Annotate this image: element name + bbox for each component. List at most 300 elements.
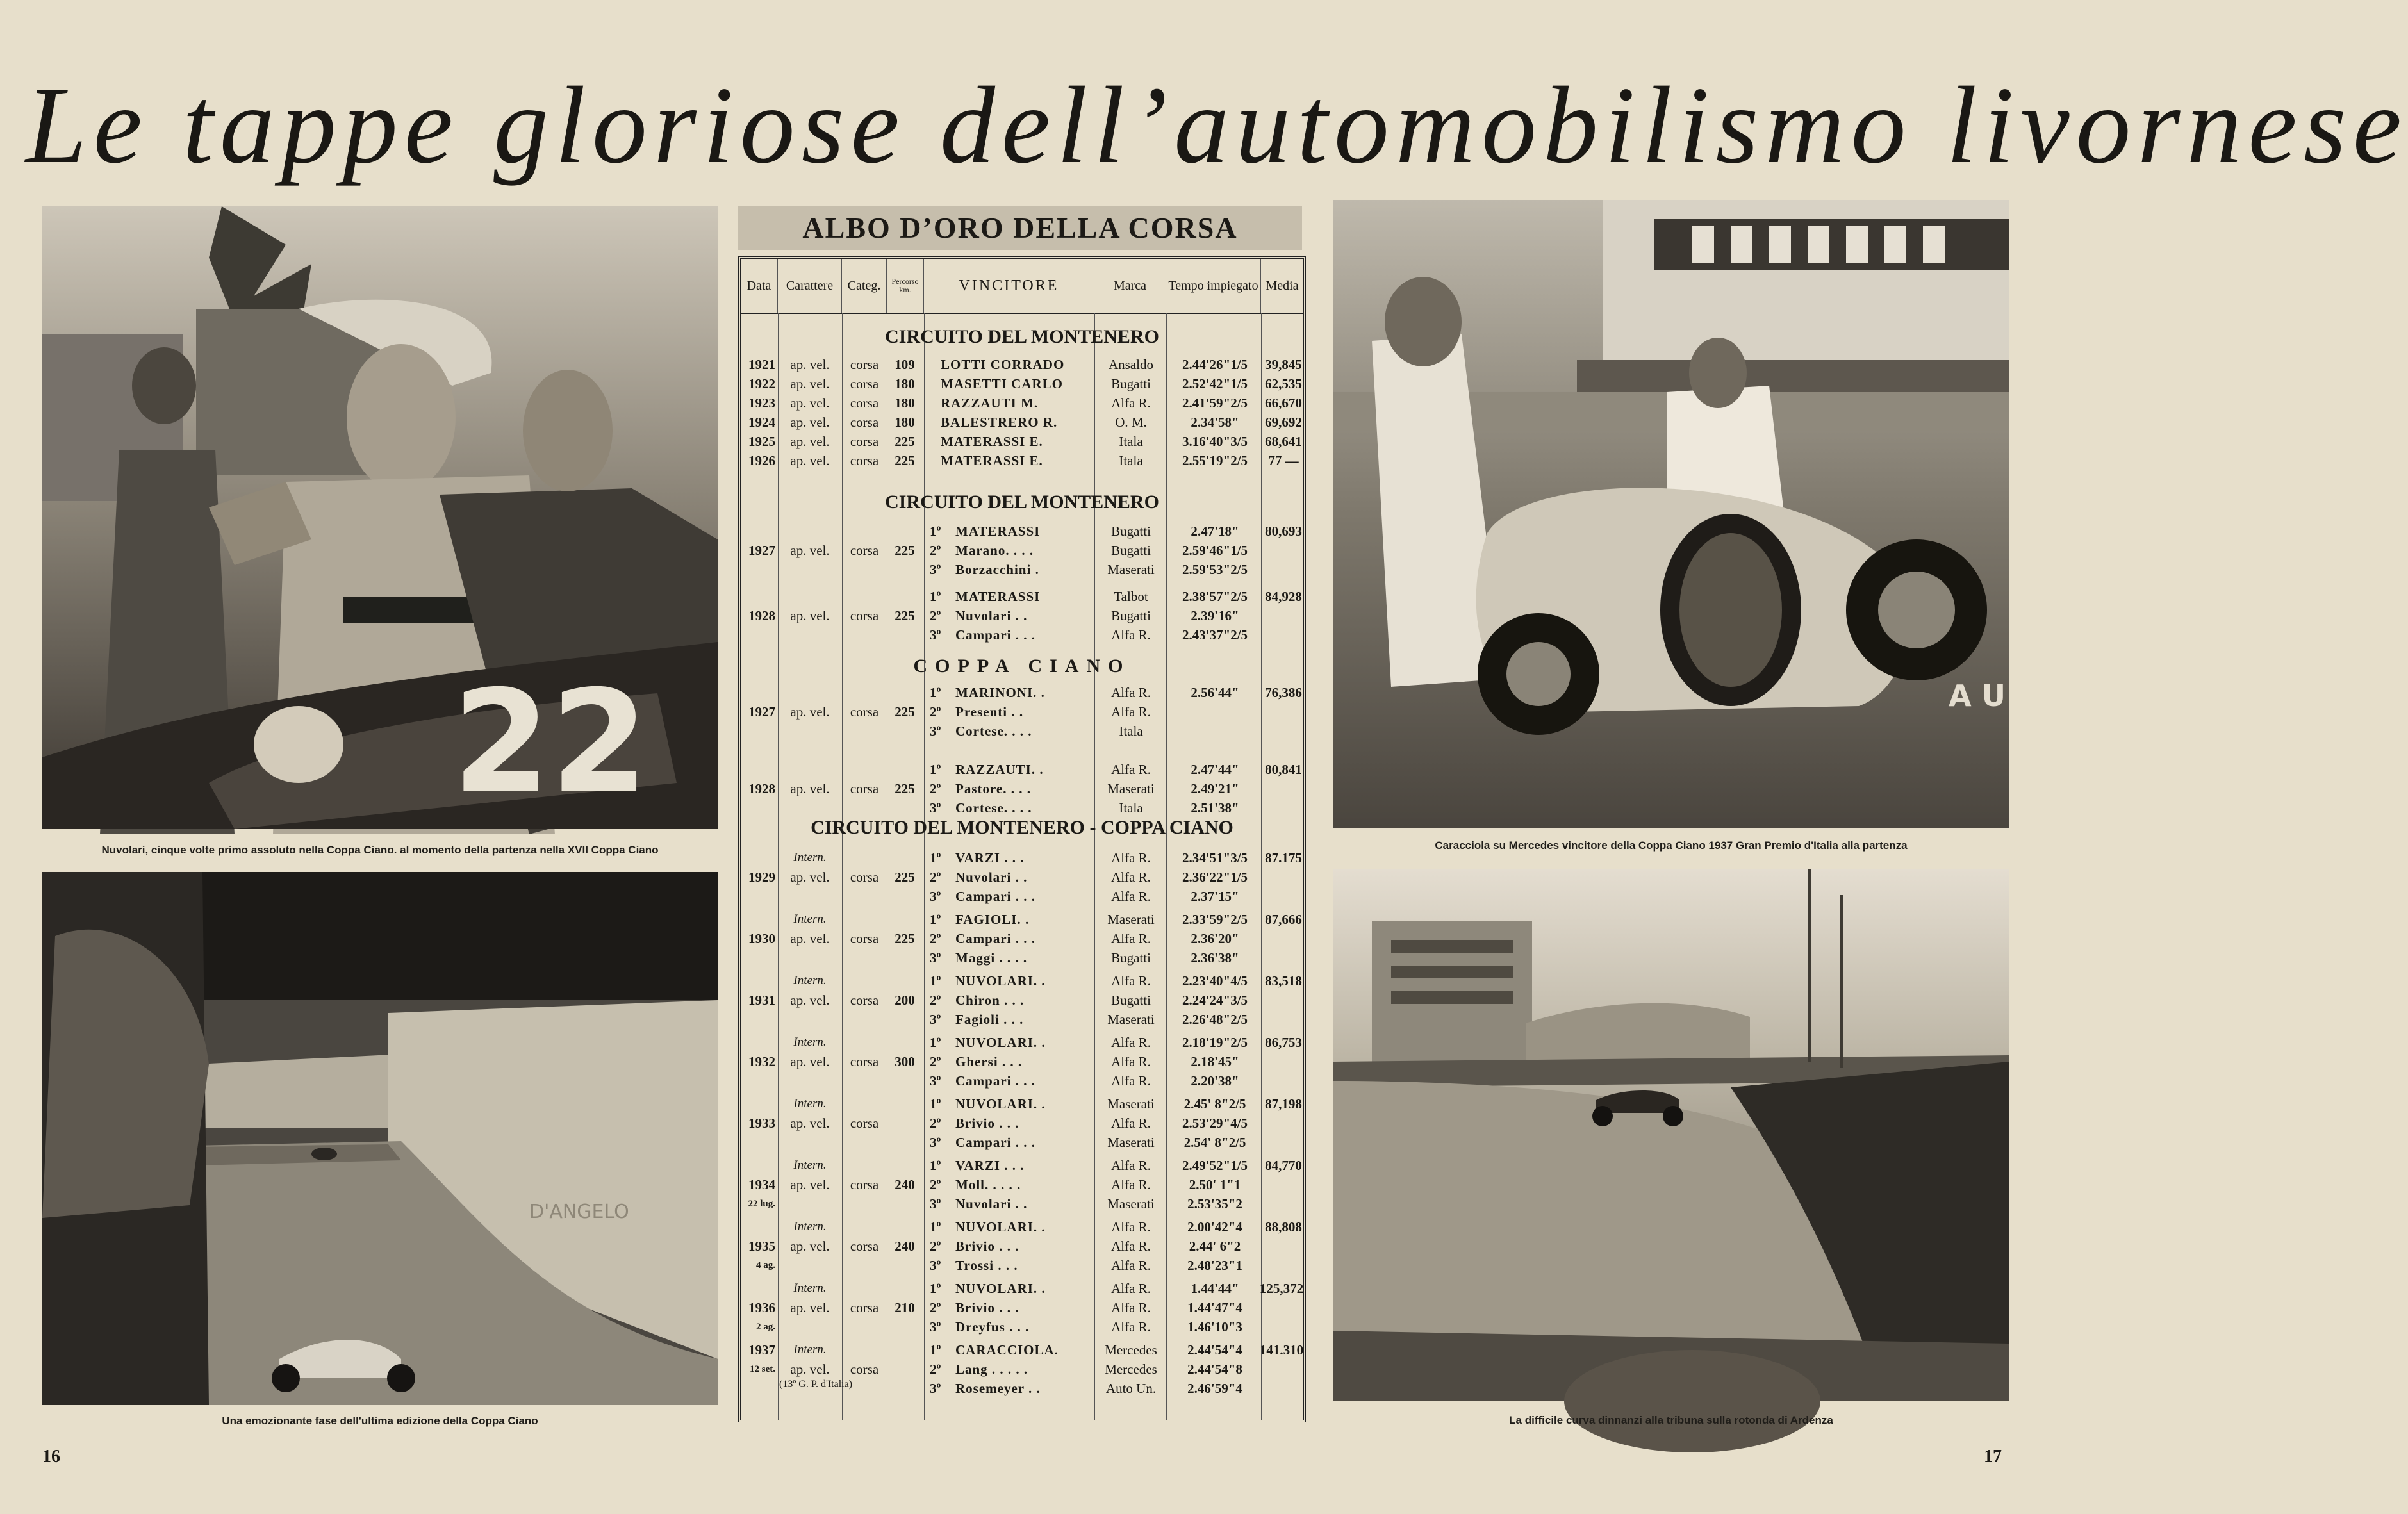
table-row xyxy=(741,1256,1303,1275)
cell-pl: 1º xyxy=(930,1342,941,1358)
table-row xyxy=(741,1279,1303,1298)
cell-year: 1929 xyxy=(748,869,775,885)
cell-pl: 2º xyxy=(930,704,941,720)
cell-time: 2.55'19"2/5 xyxy=(1182,453,1248,468)
cell-time: 2.18'19"2/5 xyxy=(1182,1035,1248,1050)
cell-time: 2.26'48"2/5 xyxy=(1182,1012,1248,1027)
table-row xyxy=(741,848,1303,868)
cell-win: MATERASSI E. xyxy=(941,434,1043,449)
cell-brand: Mercedes xyxy=(1105,1362,1157,1377)
cell-time: 1.44'47"4 xyxy=(1187,1300,1242,1315)
cell-time: 1.44'44" xyxy=(1191,1281,1239,1296)
caption-photo-4: La difficile curva dinnanzi alla tribuna sulla rotonda di Ardenza xyxy=(1509,1414,1833,1426)
cell-pl: 3º xyxy=(930,1073,941,1089)
cell-year: 1928 xyxy=(748,608,775,623)
cell-year: 1931 xyxy=(748,992,775,1008)
cell-year: 1927 xyxy=(748,543,775,558)
table-row xyxy=(741,887,1303,906)
table-row xyxy=(741,374,1303,393)
cell-time: 2.41'59"2/5 xyxy=(1182,395,1248,411)
table-row xyxy=(741,606,1303,625)
cell-win: Fagioli . . . xyxy=(955,1012,1024,1027)
cell-car: ap. vel. xyxy=(790,1177,830,1192)
cell-pl: 1º xyxy=(930,1158,941,1173)
cell-time: 2.00'42"4 xyxy=(1187,1219,1242,1235)
car-nose-letters: A U xyxy=(1949,679,2006,713)
cell-pl: 2º xyxy=(930,992,941,1008)
table-row xyxy=(741,948,1303,967)
cell-year: 2 ag. xyxy=(756,1322,775,1332)
cell-time: 2.44'54"4 xyxy=(1187,1342,1242,1358)
col-percorso: Percorso km. xyxy=(887,259,924,313)
photo-nuvolari-start xyxy=(42,206,718,829)
cell-km: 180 xyxy=(895,415,915,430)
table-row xyxy=(741,868,1303,887)
cell-brand: Alfa R. xyxy=(1111,395,1151,411)
cell-win: Moll. . . . . xyxy=(955,1177,1021,1192)
table-row xyxy=(741,1317,1303,1337)
car-number: 22 xyxy=(452,660,649,824)
cell-km: 210 xyxy=(895,1300,915,1315)
cell-pl: 1º xyxy=(930,912,941,927)
cell-cat: corsa xyxy=(850,1362,879,1377)
cell-brand: Bugatti xyxy=(1111,950,1151,966)
cell-cat: corsa xyxy=(850,453,879,468)
cell-car: ap. vel. xyxy=(790,931,830,946)
cell-avg: 84,770 xyxy=(1265,1158,1302,1173)
cell-year: 1935 xyxy=(748,1238,775,1254)
cell-year: 1934 xyxy=(748,1177,775,1192)
table-row xyxy=(741,971,1303,991)
cell-brand: Alfa R. xyxy=(1111,627,1151,643)
cell-brand: Alfa R. xyxy=(1111,1035,1151,1050)
cell-car: ap. vel. xyxy=(790,453,830,468)
cell-win: Nuvolari . . xyxy=(955,608,1028,623)
cell-avg: 62,535 xyxy=(1265,376,1302,391)
table-row xyxy=(741,1094,1303,1114)
cell-car: Intern. xyxy=(793,1281,827,1295)
cell-time: 2.54' 8"2/5 xyxy=(1183,1135,1246,1150)
cell-pl: 2º xyxy=(930,781,941,796)
cell-brand: Alfa R. xyxy=(1111,1054,1151,1069)
cell-avg: 125,372 xyxy=(1259,1281,1304,1296)
cell-win: Brivio . . . xyxy=(955,1115,1019,1131)
table-row xyxy=(741,1052,1303,1071)
cell-time: 2.36'20" xyxy=(1191,931,1239,946)
cell-avg: 83,518 xyxy=(1265,973,1302,989)
cell-car: Intern. xyxy=(793,974,827,987)
cell-brand: Bugatti xyxy=(1111,543,1151,558)
cell-time: 2.49'21" xyxy=(1191,781,1239,796)
table-row xyxy=(741,798,1303,818)
cell-cat: corsa xyxy=(850,415,879,430)
table-banner: ALBO D’ORO DELLA CORSA xyxy=(738,206,1302,250)
cell-km: 180 xyxy=(895,395,915,411)
cell-brand: Maserati xyxy=(1107,1196,1155,1212)
cell-brand: Itala xyxy=(1119,434,1143,449)
cell-time: 2.34'51"3/5 xyxy=(1182,850,1248,866)
cell-pl: 3º xyxy=(930,627,941,643)
cell-pl: 2º xyxy=(930,1177,941,1192)
caption-photo-1: Nuvolari, cinque volte primo assoluto nella Coppa Ciano. al momento della partenza nella XVII Coppa Ciano xyxy=(101,844,659,856)
caption-photo-3: Caracciola su Mercedes vincitore della Coppa Ciano 1937 Gran Premio d'Italia alla partenza xyxy=(1435,839,1908,852)
cell-km: 225 xyxy=(895,453,915,468)
cell-brand: Alfa R. xyxy=(1111,1073,1151,1089)
table-row xyxy=(741,1175,1303,1194)
cell-year: 1926 xyxy=(748,453,775,468)
cell-brand: Maserati xyxy=(1107,912,1155,927)
table-row xyxy=(741,1340,1303,1360)
cell-cat: corsa xyxy=(850,376,879,391)
cell-win: CARACCIOLA. xyxy=(955,1342,1059,1358)
cell-brand: Alfa R. xyxy=(1111,704,1151,720)
cell-year: 4 ag. xyxy=(756,1260,775,1271)
cell-year: 12 set. xyxy=(750,1364,775,1374)
cell-km: 225 xyxy=(895,434,915,449)
cell-avg: 80,841 xyxy=(1265,762,1302,777)
cell-km: 200 xyxy=(895,992,915,1008)
cell-win: Presenti . . xyxy=(955,704,1024,720)
col-marca: Marca xyxy=(1094,259,1166,313)
cell-brand: Maserati xyxy=(1107,1012,1155,1027)
table-row xyxy=(741,760,1303,779)
cell-cat: corsa xyxy=(850,608,879,623)
cell-avg: 88,808 xyxy=(1265,1219,1302,1235)
cell-year: 1930 xyxy=(748,931,775,946)
cell-year: 1932 xyxy=(748,1054,775,1069)
table-row xyxy=(741,1194,1303,1214)
cell-cat: corsa xyxy=(850,992,879,1008)
cell-win: LOTTI CORRADO xyxy=(941,357,1065,372)
cell-pl: 3º xyxy=(930,800,941,816)
table-row xyxy=(741,1114,1303,1133)
cell-pl: 2º xyxy=(930,1238,941,1254)
cell-brand: Bugatti xyxy=(1111,376,1151,391)
col-data: Data xyxy=(741,259,778,313)
col-vincitore: VINCITORE xyxy=(924,259,1094,313)
cell-time: 2.37'15" xyxy=(1191,889,1239,904)
caption-photo-2: Una emozionante fase dell'ultima edizione della Coppa Ciano xyxy=(222,1415,538,1427)
cell-car: ap. vel. xyxy=(790,1115,830,1131)
cell-brand: Alfa R. xyxy=(1111,685,1151,700)
cell-brand: Alfa R. xyxy=(1111,762,1151,777)
table-row xyxy=(741,929,1303,948)
cell-brand: Maserati xyxy=(1107,1135,1155,1150)
cell-pl: 3º xyxy=(930,1319,941,1335)
cell-km: 300 xyxy=(895,1054,915,1069)
table-row xyxy=(741,625,1303,645)
cell-year: 1936 xyxy=(748,1300,775,1315)
cell-win: MATERASSI xyxy=(955,523,1041,539)
cell-car: Intern. xyxy=(793,1097,827,1110)
cell-pl: 3º xyxy=(930,1196,941,1212)
table-row xyxy=(741,1298,1303,1317)
table-row xyxy=(741,1379,1303,1398)
cell-brand: Bugatti xyxy=(1111,992,1151,1008)
cell-pl: 2º xyxy=(930,543,941,558)
cell-pl: 2º xyxy=(930,1300,941,1315)
cell-win: NUVOLARI. . xyxy=(955,973,1046,989)
cell-win: MATERASSI xyxy=(955,589,1041,604)
cell-win: Cortese. . . . xyxy=(955,800,1032,816)
cell-avg: 87.175 xyxy=(1265,850,1302,866)
cell-brand: Alfa R. xyxy=(1111,869,1151,885)
cell-pl: 2º xyxy=(930,931,941,946)
cell-year: 1928 xyxy=(748,781,775,796)
cell-time: 2.48'23"1 xyxy=(1187,1258,1242,1273)
cell-pl: 2º xyxy=(930,1054,941,1069)
cell-avg: 87,666 xyxy=(1265,912,1302,927)
cell-time: 2.50' 1"1 xyxy=(1189,1177,1241,1192)
table-row xyxy=(741,1156,1303,1175)
cell-time: 1.46'10"3 xyxy=(1187,1319,1242,1335)
cell-pl: 1º xyxy=(930,1096,941,1112)
cell-win: Brivio . . . xyxy=(955,1300,1019,1315)
cell-year: 1927 xyxy=(748,704,775,720)
cell-car: Intern. xyxy=(793,1158,827,1172)
cell-win: Lang . . . . . xyxy=(955,1362,1028,1377)
table-row xyxy=(741,541,1303,560)
cell-car: ap. vel. xyxy=(790,357,830,372)
cell-brand: Alfa R. xyxy=(1111,1258,1151,1273)
cell-year: 22 lug. xyxy=(748,1199,775,1209)
cell-win: MASETTI CARLO xyxy=(941,376,1063,391)
cell-pl: 3º xyxy=(930,1012,941,1027)
cell-avg: 39,845 xyxy=(1265,357,1302,372)
headline: Le tappe gloriose dell’automobilismo livornese xyxy=(26,65,2408,186)
cell-time: 2.43'37"2/5 xyxy=(1182,627,1248,643)
table-row xyxy=(741,587,1303,606)
cell-brand: Alfa R. xyxy=(1111,1158,1151,1173)
table-row xyxy=(741,451,1303,470)
cell-time: 2.59'53"2/5 xyxy=(1182,562,1248,577)
cell-brand: Itala xyxy=(1119,800,1143,816)
table-row xyxy=(741,779,1303,798)
photo-coppa-ciano-race xyxy=(42,872,718,1405)
cell-km: 225 xyxy=(895,543,915,558)
cell-brand: Alfa R. xyxy=(1111,973,1151,989)
cell-cat: corsa xyxy=(850,1054,879,1069)
cell-cat: corsa xyxy=(850,781,879,796)
cell-time: 2.52'42"1/5 xyxy=(1182,376,1248,391)
cell-win: NUVOLARI. . xyxy=(955,1281,1046,1296)
cell-time: 2.49'52"1/5 xyxy=(1182,1158,1248,1173)
cell-avg: 86,753 xyxy=(1265,1035,1302,1050)
cell-pl: 3º xyxy=(930,1135,941,1150)
cell-cat: corsa xyxy=(850,1238,879,1254)
cell-pl: 1º xyxy=(930,973,941,989)
cell-pl: 1º xyxy=(930,685,941,700)
table-row xyxy=(741,1071,1303,1090)
cell-car: Intern. xyxy=(793,912,827,926)
cell-year: 1933 xyxy=(748,1115,775,1131)
cell-car: ap. vel. xyxy=(790,608,830,623)
cell-time: 2.47'44" xyxy=(1191,762,1239,777)
cell-brand: Alfa R. xyxy=(1111,850,1151,866)
cell-time: 2.24'24"3/5 xyxy=(1182,992,1248,1008)
cell-car: ap. vel. xyxy=(790,434,830,449)
section-montenero-1: CIRCUITO DEL MONTENERO xyxy=(885,326,1159,347)
col-tempo: Tempo impiegato xyxy=(1166,259,1261,313)
cell-car: ap. vel. xyxy=(790,1300,830,1315)
cell-car: (13º G. P. d'Italia) xyxy=(779,1379,853,1390)
table-row xyxy=(741,1237,1303,1256)
cell-km: 225 xyxy=(895,931,915,946)
cell-win: RAZZAUTI. . xyxy=(955,762,1044,777)
cell-avg: 87,198 xyxy=(1265,1096,1302,1112)
cell-km: 225 xyxy=(895,781,915,796)
cell-pl: 3º xyxy=(930,1258,941,1273)
cell-win: VARZI . . . xyxy=(955,1158,1025,1173)
photo-ardenza-curve xyxy=(1333,869,2009,1401)
cell-car: Intern. xyxy=(793,1035,827,1049)
cell-brand: Alfa R. xyxy=(1111,1238,1151,1254)
page-number-left: 16 xyxy=(42,1447,60,1467)
cell-cat: corsa xyxy=(850,931,879,946)
table-row xyxy=(741,721,1303,741)
cell-year: 1937 xyxy=(748,1342,775,1358)
cell-avg: 69,692 xyxy=(1265,415,1302,430)
cell-win: NUVOLARI. . xyxy=(955,1035,1046,1050)
cell-avg: 76,386 xyxy=(1265,685,1302,700)
cell-pl: 3º xyxy=(930,950,941,966)
cell-brand: O. M. xyxy=(1115,415,1147,430)
cell-avg: 66,670 xyxy=(1265,395,1302,411)
cell-car: ap. vel. xyxy=(790,1362,830,1377)
cell-avg: 68,641 xyxy=(1265,434,1302,449)
cell-pl: 1º xyxy=(930,589,941,604)
cell-car: ap. vel. xyxy=(790,1054,830,1069)
cell-cat: corsa xyxy=(850,704,879,720)
cell-brand: Maserati xyxy=(1107,562,1155,577)
cell-year: 1921 xyxy=(748,357,775,372)
cell-time: 2.33'59"2/5 xyxy=(1182,912,1248,927)
cell-time: 2.53'35"2 xyxy=(1187,1196,1242,1212)
table-row xyxy=(741,1033,1303,1052)
cell-pl: 2º xyxy=(930,869,941,885)
cell-win: MATERASSI E. xyxy=(941,453,1043,468)
cell-win: NUVOLARI. . xyxy=(955,1096,1046,1112)
cell-time: 2.18'45" xyxy=(1191,1054,1239,1069)
cell-time: 2.20'38" xyxy=(1191,1073,1239,1089)
cell-cat: corsa xyxy=(850,869,879,885)
cell-km: 180 xyxy=(895,376,915,391)
results-table xyxy=(738,256,1306,1422)
cell-time: 2.59'46"1/5 xyxy=(1182,543,1248,558)
table-row xyxy=(741,355,1303,374)
cell-time: 2.51'38" xyxy=(1191,800,1239,816)
cell-win: Ghersi . . . xyxy=(955,1054,1023,1069)
cell-brand: Alfa R. xyxy=(1111,1219,1151,1235)
hoarding-text: D'ANGELO xyxy=(529,1201,629,1223)
cell-pl: 1º xyxy=(930,850,941,866)
cell-win: Dreyfus . . . xyxy=(955,1319,1030,1335)
cell-cat: corsa xyxy=(850,434,879,449)
section-montenero-2: CIRCUITO DEL MONTENERO xyxy=(885,491,1159,513)
cell-time: 2.44'54"8 xyxy=(1187,1362,1242,1377)
cell-win: Maggi . . . . xyxy=(955,950,1028,966)
cell-time: 2.36'22"1/5 xyxy=(1182,869,1248,885)
page-number-right: 17 xyxy=(1984,1447,2002,1467)
cell-win: Cortese. . . . xyxy=(955,723,1032,739)
cell-year: 1922 xyxy=(748,376,775,391)
cell-brand: Bugatti xyxy=(1111,608,1151,623)
table-row xyxy=(741,522,1303,541)
cell-brand: Maserati xyxy=(1107,1096,1155,1112)
table-header xyxy=(741,259,1303,314)
cell-pl: 3º xyxy=(930,723,941,739)
cell-win: RAZZAUTI M. xyxy=(941,395,1039,411)
cell-cat: corsa xyxy=(850,395,879,411)
cell-year: 1924 xyxy=(748,415,775,430)
cell-win: Marano. . . . xyxy=(955,543,1034,558)
table-row xyxy=(741,991,1303,1010)
table-row xyxy=(741,1217,1303,1237)
cell-win: Campari . . . xyxy=(955,1073,1035,1089)
cell-time: 2.44' 6"2 xyxy=(1189,1238,1241,1254)
cell-cat: corsa xyxy=(850,1177,879,1192)
cell-win: Nuvolari . . xyxy=(955,1196,1028,1212)
cell-brand: Auto Un. xyxy=(1105,1381,1157,1396)
cell-brand: Alfa R. xyxy=(1111,1281,1151,1296)
cell-win: Campari . . . xyxy=(955,889,1035,904)
cell-car: Intern. xyxy=(793,1220,827,1233)
cell-pl: 1º xyxy=(930,523,941,539)
cell-time: 2.56'44" xyxy=(1191,685,1239,700)
cell-avg: 77 — xyxy=(1268,453,1299,468)
cell-win: NUVOLARI. . xyxy=(955,1219,1046,1235)
table-row xyxy=(741,683,1303,702)
table-row xyxy=(741,413,1303,432)
cell-brand: Bugatti xyxy=(1111,523,1151,539)
cell-win: Brivio . . . xyxy=(955,1238,1019,1254)
cell-km: 225 xyxy=(895,869,915,885)
table-row xyxy=(741,1133,1303,1152)
cell-year: 1925 xyxy=(748,434,775,449)
table-row xyxy=(741,1010,1303,1029)
photo-caracciola-mercedes xyxy=(1333,200,2009,828)
cell-brand: Maserati xyxy=(1107,781,1155,796)
cell-car: ap. vel. xyxy=(790,992,830,1008)
cell-win: Nuvolari . . xyxy=(955,869,1028,885)
cell-avg: 141.310 xyxy=(1259,1342,1304,1358)
table-row xyxy=(741,910,1303,929)
cell-cat: corsa xyxy=(850,357,879,372)
section-montenero-coppa-ciano: CIRCUITO DEL MONTENERO - COPPA CIANO xyxy=(811,817,1233,838)
cell-km: 240 xyxy=(895,1177,915,1192)
cell-cat: corsa xyxy=(850,543,879,558)
cell-brand: Itala xyxy=(1119,453,1143,468)
cell-win: Chiron . . . xyxy=(955,992,1025,1008)
cell-time: 2.34'58" xyxy=(1191,415,1239,430)
table-row xyxy=(741,432,1303,451)
cell-time: 2.23'40"4/5 xyxy=(1182,973,1248,989)
cell-time: 2.39'16" xyxy=(1191,608,1239,623)
cell-time: 2.46'59"4 xyxy=(1187,1381,1242,1396)
cell-pl: 3º xyxy=(930,562,941,577)
cell-time: 2.36'38" xyxy=(1191,950,1239,966)
cell-win: BALESTRERO R. xyxy=(941,415,1058,430)
cell-win: MARINONI. . xyxy=(955,685,1045,700)
cell-pl: 1º xyxy=(930,1281,941,1296)
col-carattere: Carattere xyxy=(778,259,842,313)
cell-cat: corsa xyxy=(850,1115,879,1131)
cell-brand: Ansaldo xyxy=(1109,357,1153,372)
cell-car: ap. vel. xyxy=(790,869,830,885)
cell-car: ap. vel. xyxy=(790,395,830,411)
cell-km: 225 xyxy=(895,608,915,623)
cell-brand: Alfa R. xyxy=(1111,931,1151,946)
